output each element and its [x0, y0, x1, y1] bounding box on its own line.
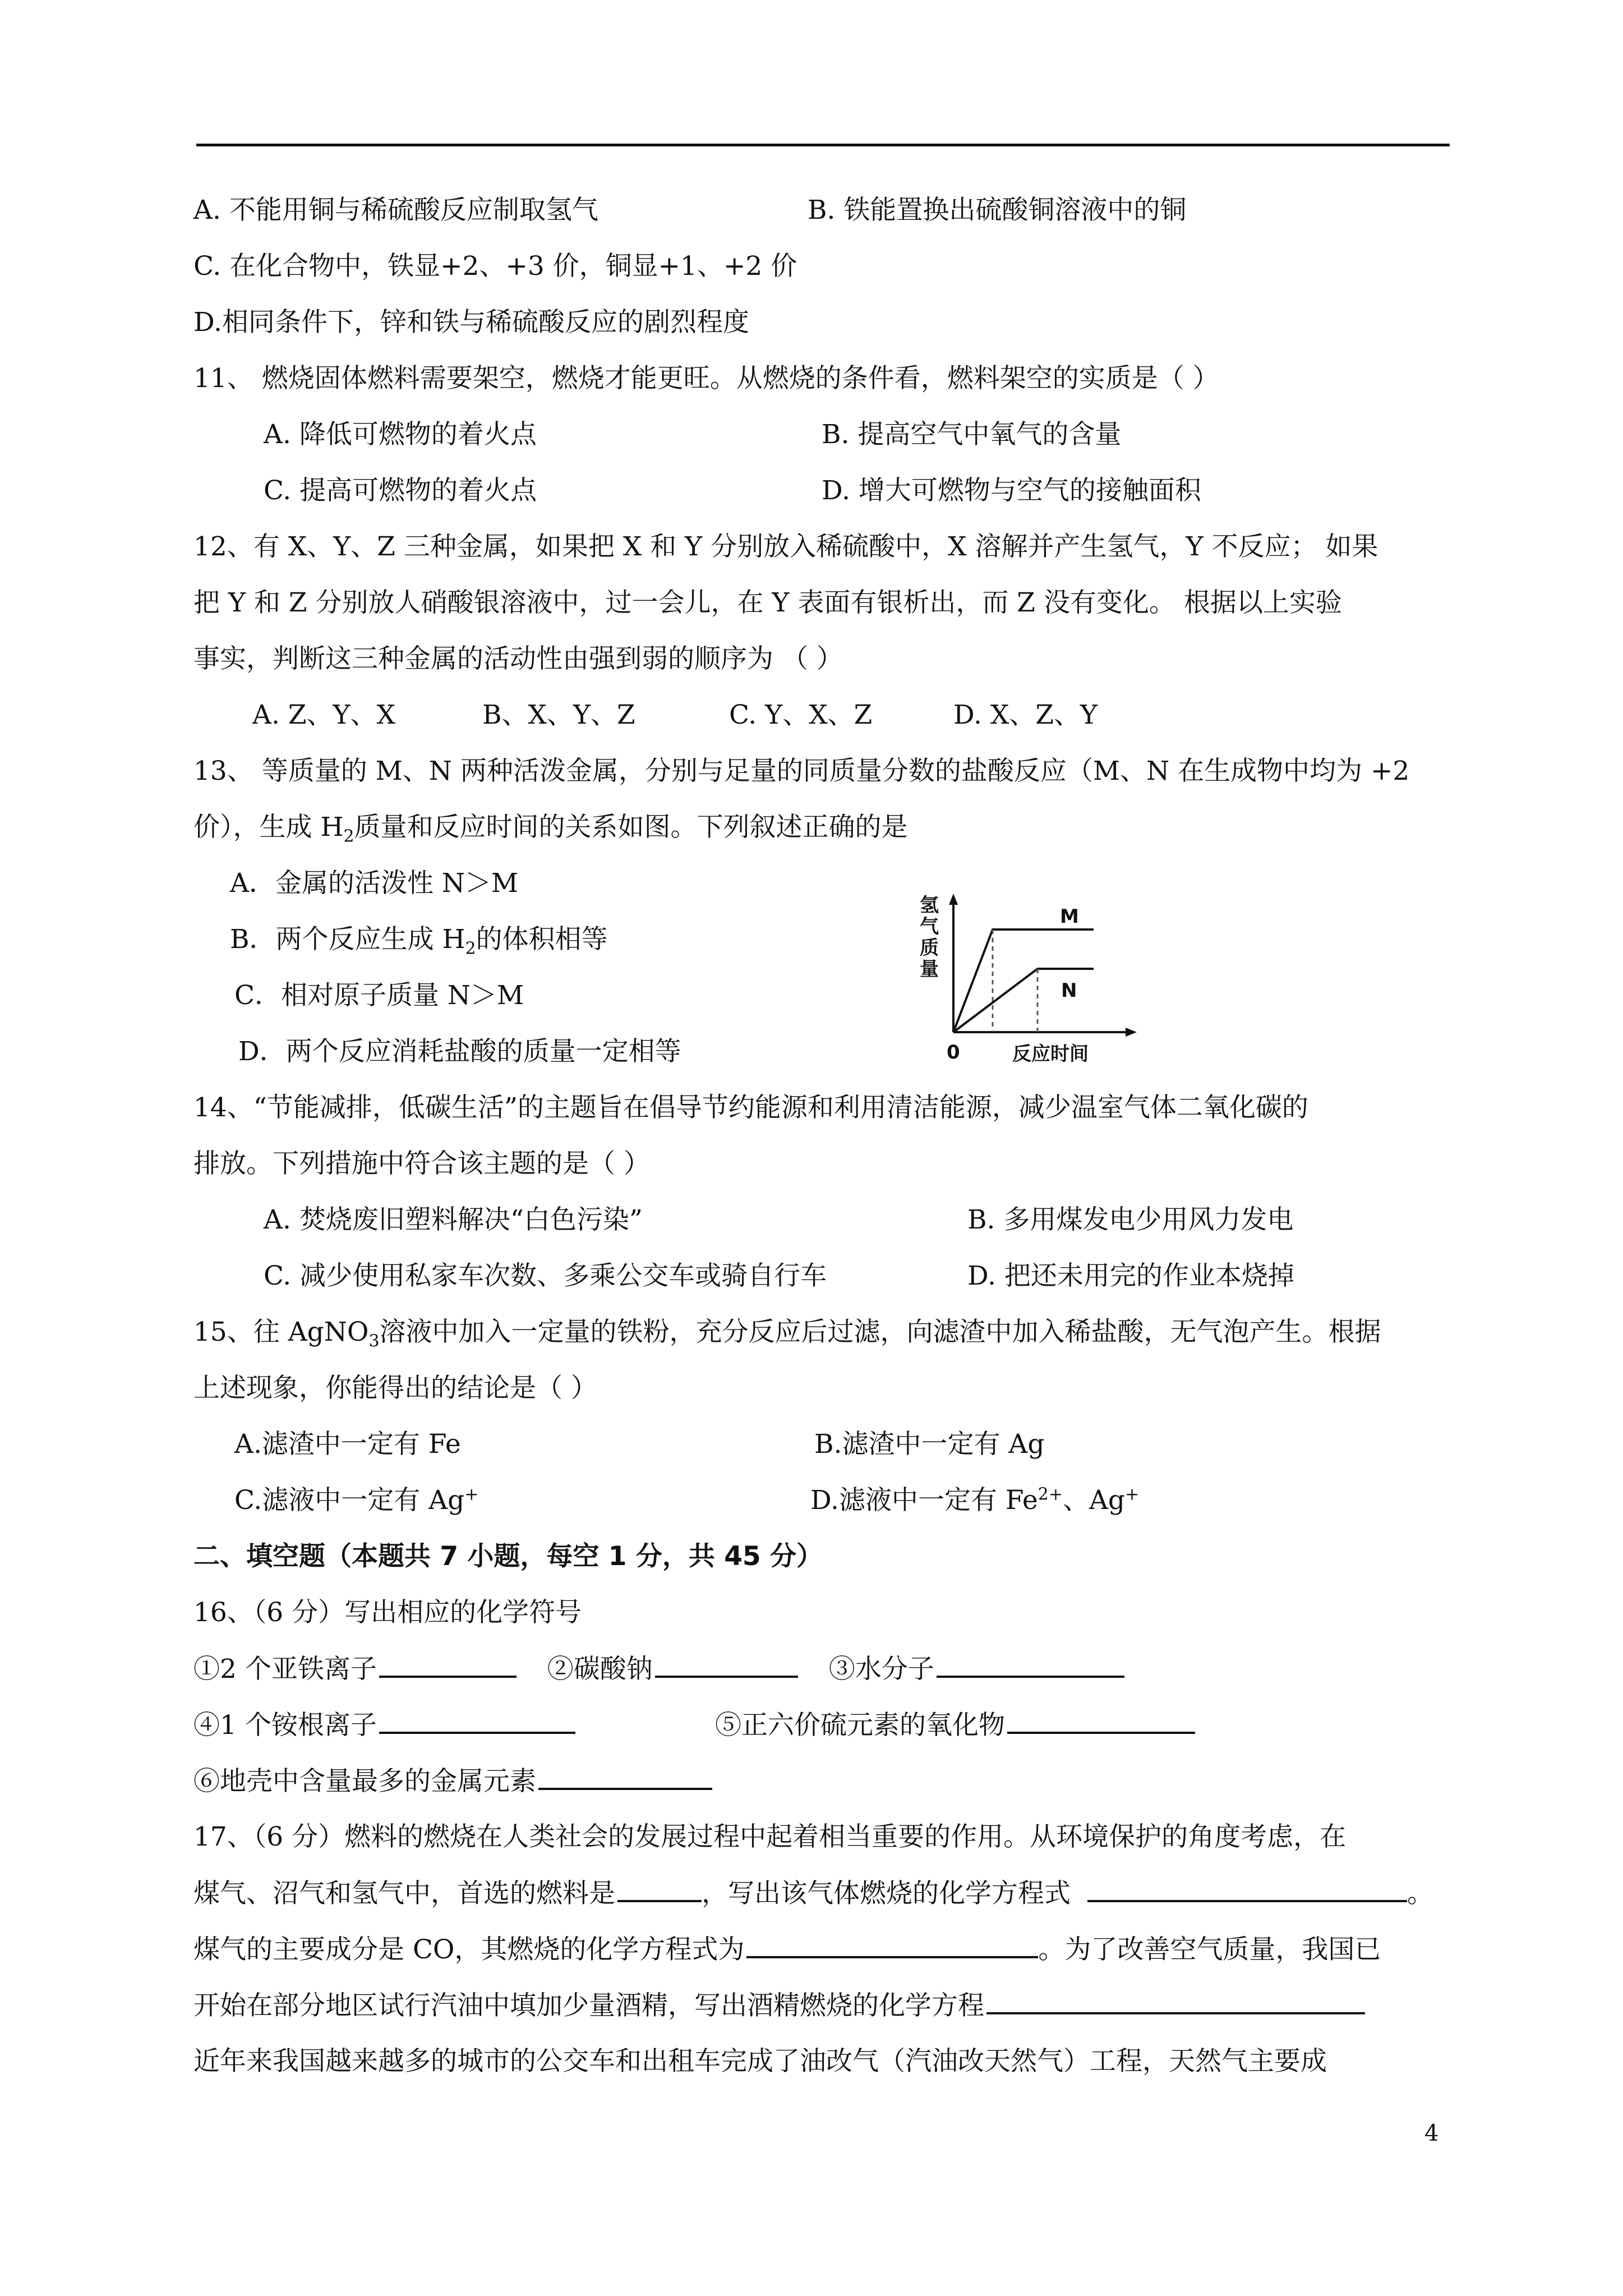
q11-stem: 11、 燃烧固体燃料需要架空，燃烧才能更旺。从燃烧的条件看，燃料架空的实质是（ ） — [193, 363, 1219, 394]
q17-line4: 开始在部分地区试行汽油中填加少量酒精，写出酒精燃烧的化学方程 — [193, 1989, 1365, 2023]
q13-line1: 13、 等质量的 M、N 两种活泼金属，分别与足量的同质量分数的盐酸反应（M、N 在生成物中均为 +2 — [193, 756, 1410, 786]
q12-option-a: A. Z、Y、X — [252, 700, 395, 730]
q13-option-a: A．金属的活泼性 N＞M — [230, 868, 519, 899]
q16-stem: 16、（6 分）写出相应的化学符号 — [193, 1597, 582, 1628]
q12-option-d: D. X、Z、Y — [953, 700, 1098, 730]
graph-label-n: N — [1061, 979, 1077, 1002]
q16-item6-label: ⑥地壳中含量最多的金属元素 — [193, 1766, 536, 1797]
q16-item1-label: ①2 个亚铁离子 — [193, 1654, 377, 1685]
q15-option-d: D.滤液中一定有 $Fe^{2+}$、Ag+ — [810, 1484, 1140, 1516]
q12-line3: 事实，判断这三种金属的活动性由强到弱的顺序为 （ ） — [193, 643, 843, 674]
q12-line1: 12、有 X、Y、Z 三种金属，如果把 X 和 Y 分别放入稀硫酸中，X 溶解并产生氢气，Y 不反应； 如果 — [193, 531, 1378, 562]
graph-ylabel-char: 量 — [920, 958, 939, 981]
q16-item4-blank[interactable] — [379, 1708, 575, 1734]
graph-ylabel — [920, 894, 939, 981]
q17-line5: 近年来我国越来越多的城市的公交车和出租车完成了油改气（汽油改天然气）工程，天然气主要成 — [193, 2046, 1327, 2077]
q17-line2: 煤气、沼气和氢气中，首选的燃料是 ，写出该气体燃烧的化学方程式 。 — [193, 1876, 1433, 1911]
graph-xlabel: 反应时间 — [1012, 1043, 1089, 1065]
graph-ylabel-char: 氢 — [920, 894, 939, 917]
q16-item2-label: ②碳酸钠 — [547, 1654, 653, 1685]
q10-option-a: A. 不能用铜与稀硫酸反应制取氢气 — [193, 195, 598, 226]
graph-y-arrow — [949, 894, 958, 905]
q10-option-d: D.相同条件下，锌和铁与稀硫酸反应的剧烈程度 — [193, 307, 749, 338]
q15-line1: 15、往 AgNO$_3$溶液中加入一定量的铁粉，充分反应后过滤，向滤渣中加入稀盐酸，无气泡产生。根据 — [193, 1317, 1381, 1351]
graph-ylabel-char: 气 — [920, 915, 939, 938]
graph-x-arrow — [1126, 1028, 1137, 1037]
q17-fuel-blank[interactable] — [617, 1876, 702, 1902]
q13-option-c: C．相对原子质量 N＞M — [234, 980, 524, 1011]
q17-equation-blank-1[interactable] — [1087, 1876, 1407, 1902]
q16-item5-label: ⑤正六价硫元素的氧化物 — [715, 1710, 1005, 1741]
q15-option-b: B.滤渣中一定有 Ag — [814, 1429, 1045, 1460]
q15-option-a: A.滤渣中一定有 Fe — [234, 1429, 461, 1460]
q16-item3-blank[interactable] — [937, 1652, 1124, 1678]
q14-line1: 14、“节能减排，低碳生活”的主题旨在倡导节约能源和利用清洁能源，减少温室气体二氧化碳的 — [193, 1092, 1308, 1123]
q16-item2-blank[interactable] — [655, 1652, 798, 1678]
q16-item5-blank[interactable] — [1007, 1708, 1195, 1734]
q16-item4-label: ④1 个铵根离子 — [193, 1710, 377, 1741]
q14-option-a: A. 焚烧废旧塑料解决“白色污染” — [264, 1204, 643, 1235]
q17-line1: 17、（6 分）燃料的燃烧在人类社会的发展过程中起着相当重要的作用。从环境保护的角度考虑，在 — [193, 1821, 1347, 1852]
q11-option-d: D. 增大可燃物与空气的接触面积 — [822, 475, 1201, 506]
q12-line2: 把 Y 和 Z 分别放人硝酸银溶液中，过一会儿，在 Y 表面有银析出，而 Z 没有变化。 根据以上实验 — [193, 587, 1342, 618]
q16-row3 — [193, 1764, 712, 1798]
q11-option-a: A. 降低可燃物的着火点 — [264, 419, 537, 450]
q16-row2 — [193, 1708, 575, 1742]
q14-line2: 排放。下列措施中符合该主题的是（ ） — [193, 1148, 650, 1179]
q17-co-equation-blank[interactable] — [746, 1932, 1038, 1958]
graph-origin-label: 0 — [947, 1041, 960, 1064]
q12-option-c: C. Y、X、Z — [729, 700, 873, 730]
q14-option-b: B. 多用煤发电少用风力发电 — [967, 1204, 1294, 1235]
graph-ylabel-char: 质 — [920, 937, 939, 959]
q17-line3: 煤气的主要成分是 CO，其燃烧的化学方程式为 。为了改善空气质量，我国已 — [193, 1932, 1381, 1967]
q10-option-b: B. 铁能置换出硫酸铜溶液中的铜 — [808, 195, 1187, 226]
h2-mass-vs-time-graph — [914, 889, 1161, 1074]
q11-option-c: C. 提高可燃物的着火点 — [264, 475, 537, 506]
q16-item1-blank[interactable] — [379, 1652, 517, 1678]
q15-line2: 上述现象，你能得出的结论是（ ） — [193, 1373, 597, 1404]
header-rule — [196, 144, 1450, 146]
q13-line2: 价），生成 $H_2$质量和反应时间的关系如图。下列叙述正确的是 — [193, 812, 908, 846]
page-number: 4 — [1424, 2120, 1439, 2146]
q11-option-b: B. 提高空气中氧气的含量 — [822, 419, 1122, 450]
q14-option-c: C. 减少使用私家车次数、多乘公交车或骑自行车 — [264, 1260, 827, 1291]
q12-option-b: B、X、Y、Z — [482, 700, 635, 730]
q16-row1 — [193, 1652, 1124, 1686]
q13-option-b: B．两个反应生成 $H_2$的体积相等 — [230, 924, 608, 959]
q16-item3-label: ③水分子 — [828, 1654, 934, 1685]
q13-option-d: D．两个反应消耗盐酸的质量一定相等 — [238, 1036, 681, 1067]
q16-item6-blank[interactable] — [538, 1764, 712, 1790]
q17-alcohol-equation-blank[interactable] — [986, 1989, 1365, 2014]
q16-row2-right — [715, 1708, 1195, 1742]
section-title: 二、填空题（本题共 7 小题，每空 1 分，共 45 分） — [193, 1541, 823, 1572]
q15-option-c: C.滤液中一定有 Ag+ — [234, 1484, 479, 1516]
q10-option-c: C. 在化合物中，铁显+2、+3 价，铜显+1、+2 价 — [193, 251, 797, 282]
q14-option-d: D. 把还未用完的作业本烧掉 — [967, 1260, 1294, 1291]
graph-label-m: M — [1060, 905, 1079, 928]
